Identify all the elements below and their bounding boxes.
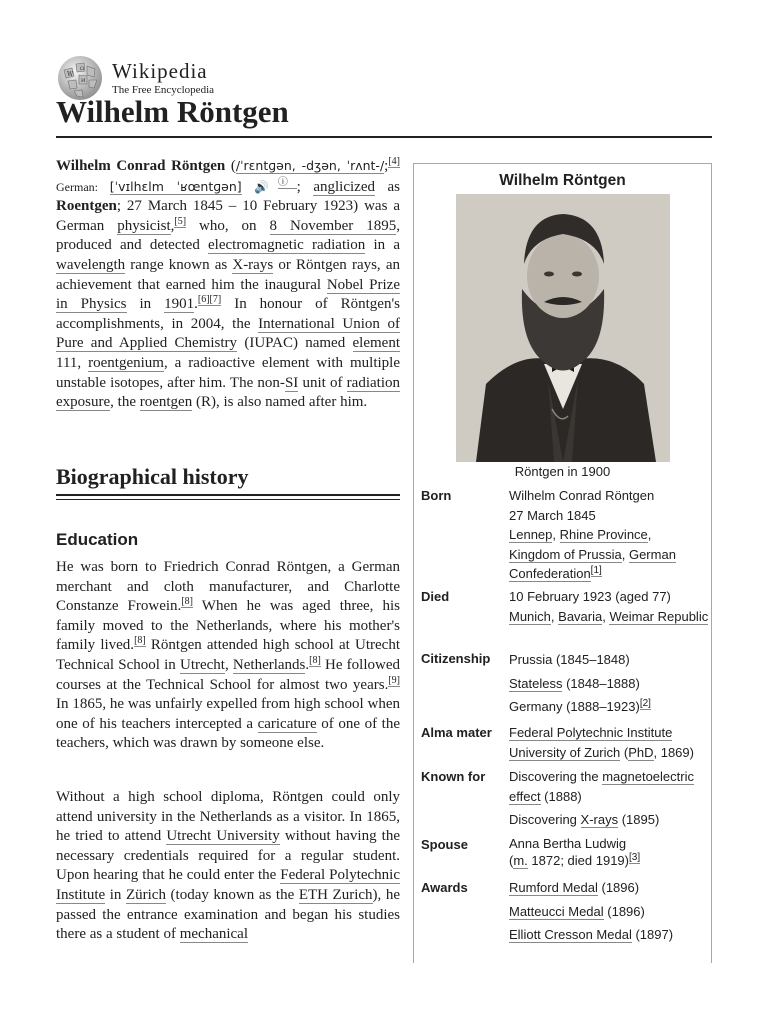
svg-text:Ω: Ω	[80, 66, 85, 72]
citizenship-label: Citizenship	[421, 651, 491, 666]
ref-2[interactable]: [2]	[639, 697, 651, 709]
died-date: 10 February 1923 (aged 77)	[509, 589, 671, 604]
text: ,	[602, 608, 610, 624]
svg-text:И: И	[81, 78, 86, 84]
infobox-row-citizenship	[421, 649, 711, 717]
text: (1896)	[603, 903, 645, 919]
section-divider	[56, 499, 400, 500]
born-name: Wilhelm Conrad Röntgen	[509, 488, 655, 503]
infobox-row-died	[421, 587, 711, 626]
bavaria-link[interactable]: Bavaria	[558, 608, 603, 624]
ref-8[interactable]: [8]	[134, 635, 146, 647]
text: When he was aged three, his family moved to the Netherlands, where his mother's family lived.	[56, 598, 401, 654]
mechanical-link[interactable]: mechanical	[179, 926, 249, 943]
utrecht-link[interactable]: Utrecht	[179, 656, 225, 673]
ref-6-7[interactable]: [6][7]	[197, 294, 222, 306]
subsection-heading: Education	[56, 530, 139, 549]
ref-3[interactable]: [3]	[629, 851, 641, 863]
text: , the	[110, 394, 140, 411]
ref-9[interactable]: [9]	[388, 674, 400, 686]
text: Discovering	[509, 812, 581, 827]
phd-link[interactable]: PhD	[628, 744, 654, 760]
nobel-link[interactable]: Nobel Prize in Physics	[56, 276, 400, 313]
netherlands-link[interactable]: Netherlands	[232, 656, 306, 673]
text: He followed courses at the Technical School for almost two years.	[56, 656, 400, 693]
stateless-link[interactable]: Stateless	[509, 675, 563, 691]
title-divider	[56, 136, 712, 138]
zurich-link[interactable]: Zürich	[125, 886, 166, 903]
text: (IUPAC) named	[237, 335, 353, 352]
text: (today known as the	[165, 886, 299, 903]
text: (1848–1888)	[562, 675, 640, 691]
section-divider	[56, 494, 400, 496]
text: ;	[384, 158, 389, 174]
infobox-title: Wilhelm Röntgen	[499, 172, 626, 189]
text: in	[105, 886, 126, 903]
element-link[interactable]: element	[352, 335, 400, 352]
si-link[interactable]: SI	[284, 374, 299, 391]
iupac-link[interactable]: International Union of Pure and Applied Chemistry	[56, 315, 400, 352]
text: Without a high school diploma, Röntgen could only attend university in the Netherlands as a visitor. In 1865, he tried to attend	[56, 789, 400, 845]
xrays-link[interactable]: X-rays	[232, 256, 274, 273]
infobox-row-born	[421, 486, 711, 584]
text: without having the necessary credentials required for a regular student. Upon hearing that he could enter the	[56, 828, 400, 884]
year-link[interactable]: 1901	[164, 296, 195, 313]
ref-4[interactable]: [4]	[388, 156, 400, 167]
rumford-medal-link[interactable]: Rumford Medal	[509, 880, 598, 895]
speaker-icon[interactable]: 🔊	[254, 179, 278, 194]
lead-paragraph: Wilhelm Conrad Röntgen (/ˈrɛntɡən, -dʒən, ˈrʌnt-/;[4] German: [ˈvɪlhɛlm ˈʁœntɡən] 🔊ⓘ; anglicized as Roentgen; 27 March 1845 – 10 February 1923) was a German physicist,[5] who, on 8 November 1895, produced and detected electromagnetic radiation in a wavelength range known as X-rays or Röntgen rays, an achievement that earned him the inaugural Nobel Prize in Physics in 1901.[6][7] In honour of Röntgen's accomplishments, in 2004, the International Union of Pure and Applied Chemistry (IUPAC) named element 111, roentgenium, a radioactive element with multiple unstable isotopes, after him. The non-SI unit of radiation exposure, the roentgen (R), is also named after him.	[56, 156, 401, 411]
page-title: Wilhelm Röntgen	[56, 94, 289, 129]
infobox	[413, 163, 712, 963]
audio-info-link[interactable]: ⓘ	[277, 176, 297, 188]
text: In honour of Röntgen's accomplishments, in 2004, the	[56, 296, 401, 332]
text: 1872; died 1919)	[527, 853, 629, 868]
infobox-row-known-for	[421, 767, 711, 830]
ref-8[interactable]: [8]	[181, 596, 193, 608]
svg-text:W: W	[67, 71, 74, 78]
caricature-link[interactable]: caricature	[257, 715, 317, 732]
born-date: 27 March 1845	[509, 507, 596, 523]
text: ), he passed the entrance examination and began his studies there as a student of	[56, 886, 401, 943]
spouse-label: Spouse	[421, 837, 468, 852]
text: ,	[647, 527, 652, 542]
ref-8[interactable]: [8]	[309, 654, 321, 666]
lennep-link[interactable]: Lennep	[509, 527, 553, 542]
spouse-name: Anna Bertha Ludwig	[509, 836, 627, 851]
text: ; 27 March 1845 – 10 February 1923) was a German	[56, 198, 400, 234]
kingdom-of-prussia-link[interactable]: Kingdom of Prussia	[509, 546, 622, 562]
ipa-german-link[interactable]: [ˈvɪlhɛlm ˈʁœntɡən]	[109, 178, 242, 194]
physicist-link[interactable]: physicist	[117, 217, 171, 234]
text: who, on	[186, 217, 270, 234]
wordmark-title: Wikipedia	[112, 58, 208, 83]
text: 111,	[56, 354, 89, 371]
subject-name: Wilhelm Conrad Röntgen	[56, 158, 226, 174]
citizenship-prussia: Prussia (1845–1848)	[509, 652, 630, 667]
text: (R), is also named after him.	[192, 394, 368, 411]
text: (1896)	[597, 880, 640, 895]
eth-link[interactable]: ETH Zurich	[298, 886, 373, 903]
born-label: Born	[421, 488, 452, 503]
text: In 1865, he was unfairly expelled from high school when one of his teachers intercepted a	[56, 696, 400, 732]
weimar-republic-link[interactable]: Weimar Republic	[609, 608, 709, 624]
german-label: German:	[56, 179, 110, 194]
text: in a	[365, 237, 401, 254]
infobox-row-spouse	[421, 835, 711, 869]
education-paragraph-1	[56, 558, 400, 754]
text: ;	[296, 178, 314, 195]
text: (1897)	[631, 927, 674, 942]
portrait-caption: Röntgen in 1900	[514, 464, 611, 479]
wordmark-subtitle: The Free Encyclopedia	[112, 83, 215, 96]
federal-polytechnic-link[interactable]: Federal Polytechnic Institute	[56, 867, 400, 903]
text: , produced and detected	[56, 217, 400, 254]
text: or Röntgen rays, an achievement that earned him the inaugural	[56, 256, 400, 293]
section-heading: Biographical history	[56, 464, 249, 489]
german-confederation-link[interactable]: German Confederation	[509, 546, 676, 581]
text: (1895)	[618, 812, 660, 827]
elliott-cresson-medal-link[interactable]: Elliott Cresson Medal	[509, 927, 632, 942]
known-for-label: Known for	[421, 769, 486, 784]
text: unit of	[298, 374, 347, 391]
ipa-english-link[interactable]: /ˈrɛntɡən, -dʒən, ˈrʌnt-/	[235, 158, 385, 173]
text: Röntgen attended high school at Utrecht Technical School in	[56, 637, 400, 673]
utrecht-university-link[interactable]: Utrecht University	[166, 828, 280, 845]
ref-5[interactable]: [5]	[174, 215, 187, 227]
text: range known as	[125, 256, 233, 273]
em-radiation-link[interactable]: electromagnetic radiation	[208, 237, 366, 254]
text: in	[126, 296, 165, 313]
text: , a radioactive element with multiple unstable isotopes, after him. The non-	[56, 354, 400, 391]
text: ,	[621, 546, 629, 562]
infobox-row-awards	[421, 878, 711, 945]
portrait-illustration	[456, 194, 670, 462]
munich-link[interactable]: Munich	[509, 608, 551, 624]
date-link[interactable]: 8 November 1895	[269, 217, 397, 234]
rhine-province-link[interactable]: Rhine Province	[559, 527, 648, 542]
alma-mater-label: Alma mater	[421, 725, 492, 740]
text: (	[620, 744, 629, 760]
magnetoelectric-effect-link[interactable]: magnetoelectric effect	[509, 769, 694, 804]
roentgen-unit-link[interactable]: roentgen	[139, 394, 193, 411]
text: ,	[550, 608, 559, 624]
text: ,	[552, 527, 560, 542]
text: (	[225, 158, 236, 174]
roentgenium-link[interactable]: roentgenium	[88, 354, 164, 371]
university-of-zurich-link[interactable]: University of Zurich	[509, 744, 621, 760]
awards-label: Awards	[421, 880, 468, 895]
roentgen-bold: Roentgen	[56, 198, 117, 215]
wavelength-link[interactable]: wavelength	[56, 256, 126, 273]
education-paragraph-2	[56, 788, 400, 945]
text: of one of the teachers, which was drawn by someone else.	[56, 715, 400, 752]
text: He was born to Friedrich Conrad Röntgen, a German merchant and cloth manufacturer, and Charlotte Constanze Frowein.	[56, 559, 400, 615]
matteucci-medal-link[interactable]: Matteucci Medal	[509, 903, 604, 919]
text: Discovering the	[509, 769, 603, 784]
ref-1[interactable]: [1]	[590, 564, 602, 576]
xrays-link[interactable]: X-rays	[580, 812, 619, 827]
text: ,	[224, 656, 233, 673]
text: (1888)	[540, 788, 582, 804]
infobox-row-alma-mater	[421, 723, 711, 762]
died-label: Died	[421, 589, 450, 604]
federal-polytechnic-link[interactable]: Federal Polytechnic Institute	[509, 725, 673, 740]
radiation-exposure-link[interactable]: radiation exposure	[56, 374, 400, 411]
text: (	[509, 853, 514, 868]
citizenship-germany: Germany (1888–1923)	[509, 699, 640, 714]
text: , 1869)	[653, 744, 694, 760]
portrait-image[interactable]	[456, 194, 670, 462]
text: as	[375, 178, 401, 195]
married-abbr-link[interactable]: m.	[513, 853, 528, 868]
text: .	[194, 296, 198, 313]
anglicized-link[interactable]: anglicized	[313, 178, 375, 195]
text: .	[305, 656, 310, 673]
